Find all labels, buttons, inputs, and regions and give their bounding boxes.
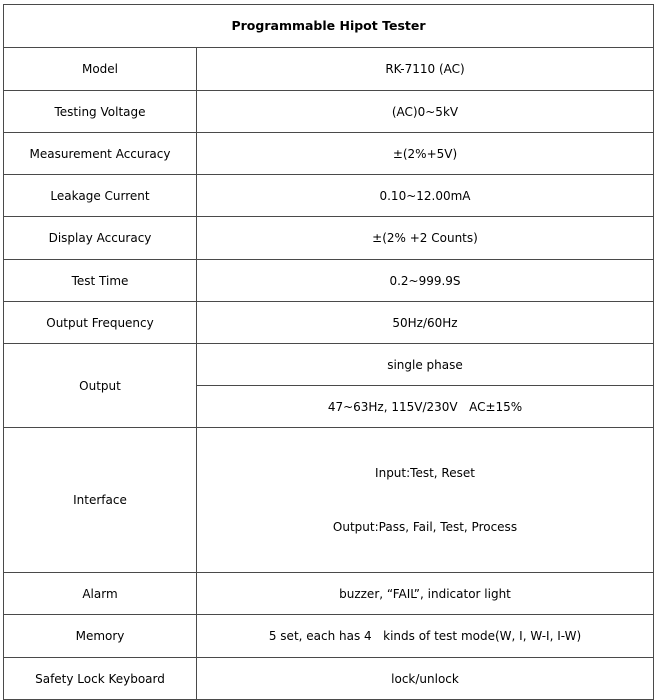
table-row xyxy=(4,217,654,260)
row-value-test-time: 0.2~999.9S xyxy=(197,260,654,302)
row-label-output-frequency: Output Frequency xyxy=(4,302,197,344)
table-row xyxy=(4,48,654,91)
row-value-model: RK-7110 (AC) xyxy=(197,48,654,91)
interface-output-line: Output:Pass, Fail, Test, Process xyxy=(332,520,518,534)
row-value-testing-voltage: (AC)0~5kV xyxy=(197,91,654,133)
table-row xyxy=(4,302,654,344)
table-row xyxy=(4,573,654,615)
row-label-alarm: Alarm xyxy=(4,573,197,615)
table-row xyxy=(4,91,654,133)
row-value-output-frequency: 50Hz/60Hz xyxy=(197,302,654,344)
row-label-model: Model xyxy=(4,48,197,91)
row-value-memory: 5 set, each has 4 kinds of test mode(W, I, W-I, I-W) xyxy=(197,615,654,658)
row-label-test-time: Test Time xyxy=(4,260,197,302)
row-value-output-line2: 47~63Hz, 115V/230V AC±15% xyxy=(197,386,654,428)
spec-table xyxy=(3,4,654,700)
row-label-interface: Interface xyxy=(4,428,197,573)
row-label-measurement-accuracy: Measurement Accuracy xyxy=(4,133,197,175)
row-value-leakage-current: 0.10~12.00mA xyxy=(197,175,654,217)
row-label-output: Output xyxy=(4,344,197,428)
row-value-interface xyxy=(197,428,654,573)
row-value-display-accuracy: ±(2% +2 Counts) xyxy=(197,217,654,260)
table-row xyxy=(4,260,654,302)
row-label-display-accuracy: Display Accuracy xyxy=(4,217,197,260)
table-row xyxy=(4,344,654,386)
table-row xyxy=(4,175,654,217)
interface-input-line: Input:Test, Reset xyxy=(375,466,475,480)
table-title: Programmable Hipot Tester xyxy=(4,5,654,48)
table-row xyxy=(4,658,654,700)
row-label-safety-lock-keyboard: Safety Lock Keyboard xyxy=(4,658,197,700)
table-row xyxy=(4,133,654,175)
table-row xyxy=(4,428,654,573)
row-label-testing-voltage: Testing Voltage xyxy=(4,91,197,133)
row-value-output-line1: single phase xyxy=(197,344,654,386)
table-title-row xyxy=(4,5,654,48)
table-row xyxy=(4,615,654,658)
row-label-memory: Memory xyxy=(4,615,197,658)
row-value-safety-lock-keyboard: lock/unlock xyxy=(197,658,654,700)
row-label-leakage-current: Leakage Current xyxy=(4,175,197,217)
row-value-alarm: buzzer, “FAIL”, indicator light xyxy=(197,573,654,615)
row-value-measurement-accuracy: ±(2%+5V) xyxy=(197,133,654,175)
